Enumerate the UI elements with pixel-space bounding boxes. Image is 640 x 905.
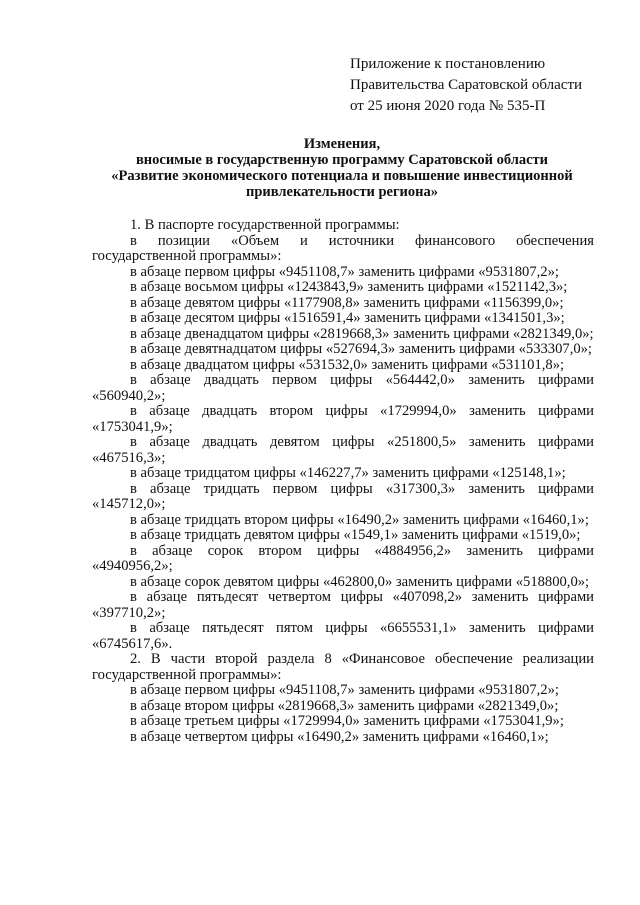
paragraph-14: в абзаце тридцать первом цифры «317300,3» заменить цифрами «145712,0»; <box>92 480 594 512</box>
appendix-line-1: Приложение к постановлению <box>350 56 546 72</box>
paragraph-1: 1. В паспорте государственной программы: <box>130 217 400 233</box>
paragraph-15: в абзаце тридцать втором цифры «16490,2» заменить цифрами «16460,1»; <box>130 511 589 528</box>
paragraph-22: в абзаце первом цифры «9451108,7» заменить цифрами «9531807,2»; <box>130 682 559 698</box>
paragraph-25: в абзаце четвертом цифры «16490,2» заменить цифрами «16460,1»; <box>130 728 549 745</box>
paragraph-24: в абзаце третьем цифры «1729994,0» заменить цифрами «1753041,9»; <box>130 713 564 729</box>
document-title <box>92 136 592 200</box>
paragraph-13: в абзаце тридцатом цифры «146227,7» заменить цифрами «125148,1»; <box>130 465 566 481</box>
appendix-line-3: от 25 июня 2020 года № 535-П <box>350 98 546 114</box>
paragraph-11: в абзаце двадцать втором цифры «1729994,0» заменить цифрами «1753041,9»; <box>92 403 594 435</box>
paragraph-2: в позиции «Объем и источники финансового обеспечения государственной программы»: <box>92 232 594 264</box>
paragraph-12: в абзаце двадцать девятом цифры «251800,5» заменить цифрами «467516,3»; <box>92 434 594 466</box>
paragraph-7: в абзаце двенадцатом цифры «2819668,3» заменить цифрами «2821349,0»; <box>130 325 594 342</box>
paragraph-19: в абзаце пятьдесят четвертом цифры «407098,2» заменить цифрами «397710,2»; <box>92 589 594 621</box>
paragraph-16: в абзаце тридцать девятом цифры «1549,1» заменить цифрами «1519,0»; <box>130 527 581 543</box>
appendix-line-2: Правительства Саратовской области <box>350 77 583 93</box>
paragraph-3: в абзаце первом цифры «9451108,7» заменить цифрами «9531807,2»; <box>130 263 559 280</box>
appendix-header <box>350 54 610 117</box>
paragraph-20: в абзаце пятьдесят пятом цифры «6655531,1» заменить цифрами «6745617,6». <box>92 620 594 652</box>
paragraph-18: в абзаце сорок девятом цифры «462800,0» заменить цифрами «518800,0»; <box>130 573 590 590</box>
paragraph-9: в абзаце двадцатом цифры «531532,0» заменить цифрами «531101,8»; <box>130 356 565 373</box>
paragraph-8: в абзаце девятнадцатом цифры «527694,3» заменить цифрами «533307,0»; <box>130 341 592 357</box>
title-line-2: вносимые в государственную программу Саратовской области <box>135 152 549 168</box>
paragraph-17: в абзаце сорок втором цифры «4884956,2» заменить цифрами «4940956,2»; <box>92 542 594 574</box>
document-body <box>92 218 594 745</box>
paragraph-23: в абзаце втором цифры «2819668,3» заменить цифрами «2821349,0»; <box>130 697 559 714</box>
paragraph-4: в абзаце восьмом цифры «1243843,9» заменить цифрами «1521142,3»; <box>130 279 568 295</box>
paragraph-6: в абзаце десятом цифры «1516591,4» заменить цифрами «1341501,3»; <box>130 310 565 326</box>
paragraph-5: в абзаце девятом цифры «1177908,8» заменить цифрами «1156399,0»; <box>130 294 564 311</box>
title-line-1: Изменения, <box>303 136 381 152</box>
paragraph-10: в абзаце двадцать первом цифры «564442,0» заменить цифрами «560940,2»; <box>92 372 594 404</box>
paragraph-21: 2. В части второй раздела 8 «Финансовое обеспечение реализации государственной программы»: <box>92 651 594 683</box>
title-line-3: «Развитие экономического потенциала и повышение инвестиционной привлекательности региона» <box>111 168 573 200</box>
